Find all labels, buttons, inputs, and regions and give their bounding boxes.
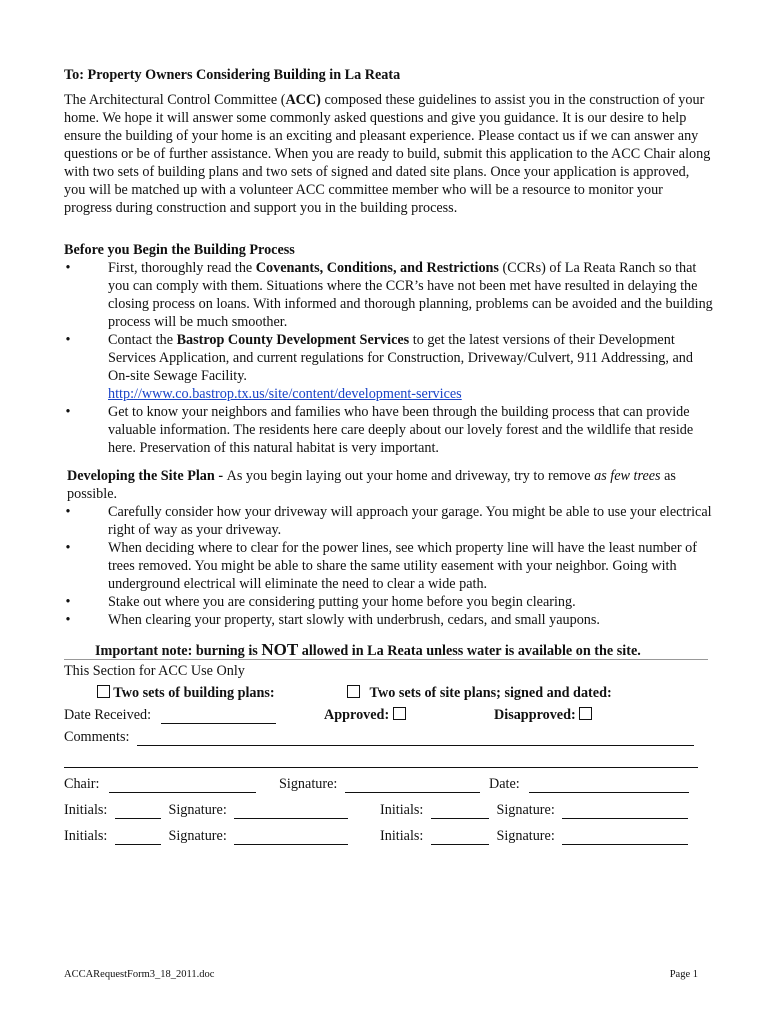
bullet-text: Stake out where you are considering putting your home before you begin clearing. [108,594,576,610]
bullet-icon: • [65,594,71,610]
initials-row-2b [380,827,688,845]
initials-label: Initials: [380,828,424,844]
important-note [95,641,641,660]
chair-date-field[interactable] [529,778,689,793]
bullet-text: to get the latest versions of their Development Services Application, and current regulations for Construction, Driveway/Culvert, 911 Addressing, and On-site Sewage Facility. [108,332,693,384]
site-plans-row [347,684,612,702]
bullet-icon: • [65,332,71,348]
signature-field[interactable] [562,830,688,845]
important-text: allowed in La Reata unless water is available on the site. [298,643,641,659]
building-plans-label: Two sets of building plans: [113,685,275,701]
chair-signature-label: Signature: [279,776,338,792]
chair-signature-row [279,775,480,793]
signature-label: Signature: [168,828,227,844]
intro-text-start: The Architectural Control Committee ( [64,92,286,108]
initials-field[interactable] [115,830,161,845]
site-plan-text: As you begin laying out your home and driveway, try to remove [226,468,595,484]
initials-field[interactable] [431,830,489,845]
county-services-name: Bastrop County Development Services [176,332,410,348]
list-item [64,331,714,403]
site-plan-title: Developing the Site Plan - [67,468,227,484]
bullet-icon: • [65,612,71,628]
bullet-text: (CCRs) of La Reata Ranch so that you can comply with them. Situations where the CCR’s have not been met have resulted in delaying the closing process on loans. With informed and thorough planning, problems can be avoided and the building process will be much smoother. [108,260,713,330]
section-divider [64,659,708,660]
list-item [64,611,717,629]
before-building-section [64,241,714,457]
chair-signature-field[interactable] [345,778,480,793]
building-plans-checkbox[interactable] [97,685,110,698]
intro-text-rest: composed these guidelines to assist you in the construction of your home. We hope it will answer some commonly asked questions and give you guidance. It is our desire to help ensure the building of your home is an exciting and pleasant experience. Please contact us if we can answer any questions or be of further assistance. When you are ready to build, submit this application to the ACC Chair along with two sets of building plans and two sets of signed and dated site plans. Once your application is approved, you will be matched up with a volunteer ACC committee member who will be a resource to monitor your progress during construction and support you in the building process. [64,92,711,216]
date-received-field[interactable] [161,709,276,724]
bullet-icon: • [65,260,71,276]
bullet-icon: • [65,504,71,520]
initials-field[interactable] [431,804,489,819]
acc-use-title: This Section for ACC Use Only [64,663,245,679]
disapproved-label: Disapproved: [494,707,576,723]
comments-row-2 [64,750,698,768]
site-plans-label: Two sets of site plans; signed and dated: [369,685,612,701]
chair-label: Chair: [64,776,100,792]
bullet-text: When clearing your property, start slowly with underbrush, cedars, and small yaupons. [108,612,600,628]
date-received-label: Date Received: [64,707,152,723]
initials-label: Initials: [380,802,424,818]
comments-row [64,728,694,746]
site-plan-emphasis: as few trees [594,468,661,484]
site-plans-checkbox[interactable] [347,685,360,698]
initials-label: Initials: [64,828,108,844]
comments-field[interactable] [137,731,694,746]
site-plan-section [67,467,717,629]
bullet-text: Get to know your neighbors and families who have been through the building process that can provide valuable information. The residents here care deeply about our lovely forest and the wildlife that reside here. Preservation of this natural habitat is very important. [108,404,694,456]
list-item [64,503,717,539]
important-not: NOT [261,640,299,659]
building-plans-row [97,684,275,702]
approved-label: Approved: [324,707,390,723]
important-text: Important note: burning is [95,643,262,659]
comments-field-line-2[interactable] [64,753,698,768]
signature-field[interactable] [562,804,688,819]
bullet-icon: • [65,540,71,556]
development-services-link[interactable]: http://www.co.bastrop.tx.us/site/content/development-services [108,386,462,402]
site-plan-text: as possible. [67,468,676,502]
initials-field[interactable] [115,804,161,819]
disapproved-row [494,706,592,724]
bullet-text: When deciding where to clear for the power lines, see which property line will have the least number of trees removed. You might be able to share the same utility easement with your neighbor. Going with underground electrical will eliminate the need to clear a wide path. [108,540,697,592]
list-item [64,593,717,611]
approved-row [324,706,406,724]
signature-label: Signature: [496,802,555,818]
chair-date-label: Date: [489,776,520,792]
date-received-row [64,706,276,724]
ccr-name: Covenants, Conditions, and Restrictions [255,260,499,276]
signature-label: Signature: [168,802,227,818]
bullet-icon: • [65,404,71,420]
page-title: To: Property Owners Considering Building in La Reata [64,67,401,83]
list-item [64,539,717,593]
bullet-text: Contact the [108,332,177,348]
signature-label: Signature: [496,828,555,844]
chair-date-row [489,775,689,793]
signature-field[interactable] [234,804,348,819]
list-item [64,259,714,331]
initials-label: Initials: [64,802,108,818]
chair-field[interactable] [109,778,256,793]
intro-paragraph [64,91,714,217]
comments-label: Comments: [64,729,130,745]
intro-acc-abbr: ACC) [285,92,321,108]
signature-field[interactable] [234,830,348,845]
site-plan-intro [67,467,717,503]
approved-checkbox[interactable] [393,707,406,720]
before-building-title: Before you Begin the Building Process [64,242,295,258]
initials-row-1a [64,801,348,819]
bullet-text: First, thoroughly read the [108,260,256,276]
footer-filename: ACCARequestForm3_18_2011.doc [64,969,215,980]
list-item [64,403,714,457]
bullet-text: Carefully consider how your driveway will approach your garage. You might be able to use your electrical right of way as your driveway. [108,504,712,538]
initials-row-2a [64,827,348,845]
initials-row-1b [380,801,688,819]
disapproved-checkbox[interactable] [579,707,592,720]
chair-row [64,775,256,793]
footer-page-number: Page 1 [669,969,698,980]
